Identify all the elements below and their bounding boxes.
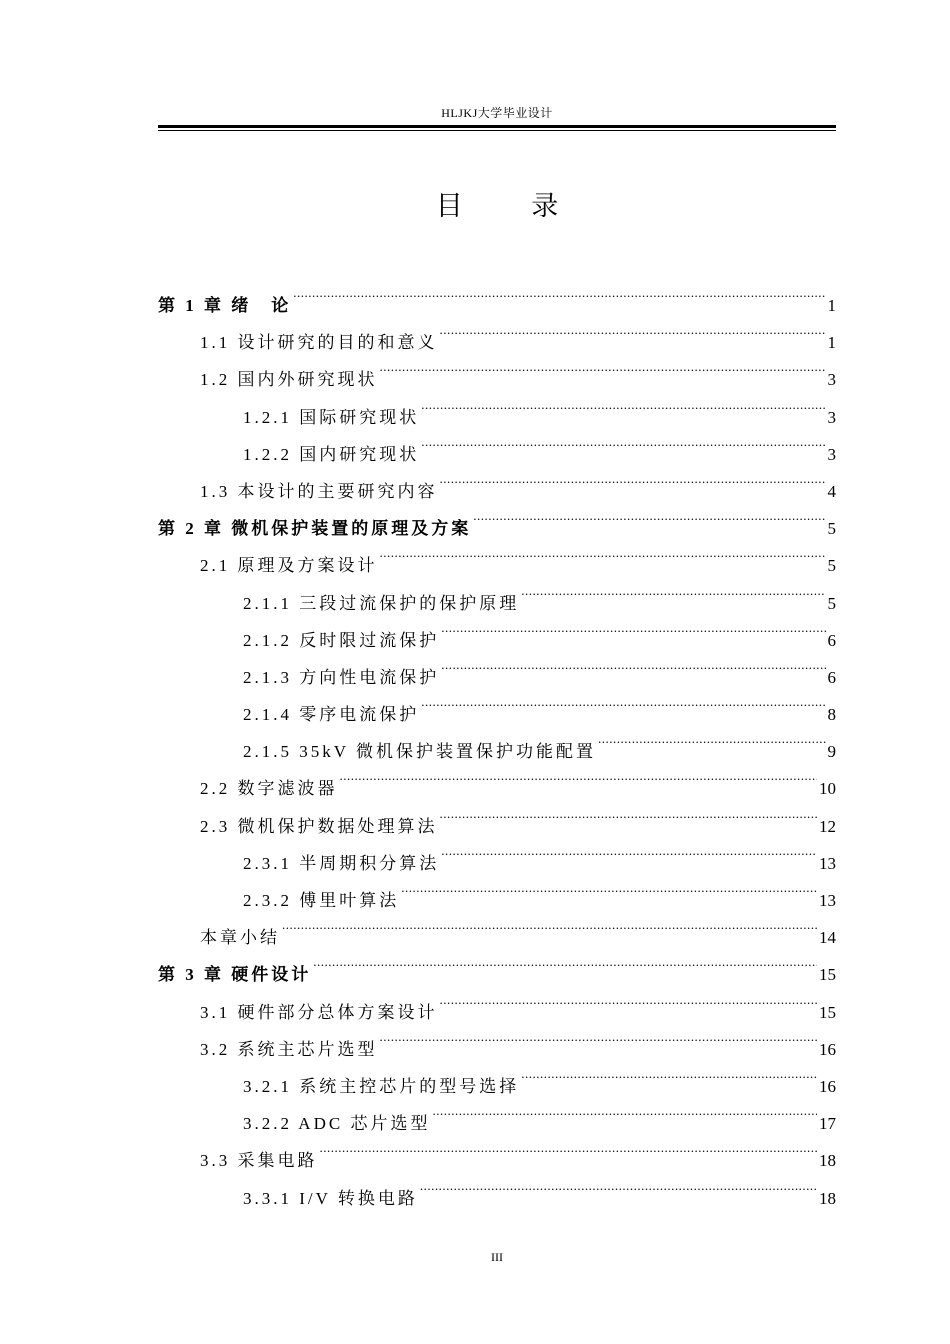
toc-entry-title: 2.3.2 傅里叶算法 (243, 891, 400, 910)
toc-entry-title: 3.3.1 I/V 转换电路 (243, 1188, 418, 1208)
toc-dot-leader (282, 906, 817, 943)
page-title: 目 录 (435, 191, 589, 222)
page-number: III (491, 1250, 503, 1264)
header-rule-thin (158, 130, 836, 131)
toc-entry-title: 3.2 系统主芯片选型 (200, 1039, 378, 1059)
toc-dot-leader (401, 869, 817, 906)
toc-entry-title: 1.1 设计研究的目的和意义 (200, 333, 438, 353)
toc-dot-leader (441, 832, 817, 869)
toc-entry-page: 3 (827, 370, 836, 390)
toc-entry-title: 2.2 数字滤波器 (200, 779, 338, 799)
toc-entry-page: 14 (819, 928, 836, 948)
toc-dot-leader (441, 609, 825, 646)
toc-entry-title: 1.2.1 国际研究现状 (243, 407, 420, 427)
toc-entry-title: 3.2.1 系统主控芯片的型号选择 (243, 1076, 520, 1096)
toc-entry-page: 1 (827, 333, 836, 353)
toc-entry-title: 第 2 章 微机保护装置的原理及方案 (158, 519, 472, 539)
toc-entry-page: 5 (827, 519, 836, 539)
toc-entry-title: 1.2 国内外研究现状 (200, 370, 378, 390)
toc-dot-leader (440, 795, 818, 832)
toc-entry-page: 6 (827, 630, 836, 650)
toc-dot-leader (432, 1092, 817, 1129)
toc-entry-page: 17 (819, 1114, 836, 1134)
toc-entry[interactable] (158, 274, 836, 315)
header-rule-thick (158, 125, 836, 128)
toc-dot-leader (340, 757, 818, 794)
toc-dot-leader (473, 497, 825, 534)
toc-entry-title: 2.1.4 零序电流保护 (243, 705, 420, 725)
toc-entry-page: 10 (819, 779, 836, 799)
toc-dot-leader (440, 981, 818, 1018)
toc-entry-title: 2.1.1 三段过流保护的保护原理 (243, 593, 520, 613)
toc-dot-leader (440, 311, 826, 348)
toc-entry-title: 3.1 硬件部分总体方案设计 (200, 1002, 438, 1022)
toc-dot-leader (313, 943, 817, 980)
toc-dot-leader (320, 1129, 818, 1166)
toc-entry-title: 2.3 微机保护数据处理算法 (200, 816, 438, 836)
toc-entry-title: 2.1.3 方向性电流保护 (243, 667, 440, 687)
toc-entry-page: 6 (827, 667, 836, 687)
table-of-contents (158, 274, 836, 1208)
toc-entry-title: 3.2.2 ADC 芯片选型 (243, 1114, 431, 1134)
toc-entry-page: 15 (819, 965, 836, 985)
toc-dot-leader (421, 423, 825, 460)
toc-entry-page: 15 (819, 1002, 836, 1022)
toc-entry-page: 9 (827, 742, 836, 762)
toc-entry-page: 1 (827, 296, 836, 315)
toc-dot-leader (380, 348, 826, 385)
toc-entry-page: 13 (819, 853, 836, 873)
toc-dot-leader (598, 720, 826, 757)
toc-entry-title: 2.1.2 反时限过流保护 (243, 630, 440, 650)
toc-entry-page: 12 (819, 816, 836, 836)
toc-entry-page: 3 (827, 407, 836, 427)
toc-entry-title: 3.3 采集电路 (200, 1151, 318, 1171)
toc-entry-page: 13 (819, 891, 836, 910)
toc-entry-page: 18 (819, 1188, 836, 1208)
toc-dot-leader (440, 460, 826, 497)
toc-dot-leader (521, 572, 825, 609)
toc-dot-leader (380, 1018, 818, 1055)
toc-entry-title: 1.3 本设计的主要研究内容 (200, 481, 438, 501)
toc-entry-page: 8 (827, 705, 836, 725)
toc-entry-page: 18 (819, 1151, 836, 1171)
toc-entry-title: 2.1.5 35kV 微机保护装置保护功能配置 (243, 742, 596, 762)
toc-entry-title: 1.2.2 国内研究现状 (243, 444, 420, 464)
toc-dot-leader (420, 1167, 817, 1204)
toc-dot-leader (421, 683, 825, 720)
toc-entry-page: 16 (819, 1039, 836, 1059)
toc-dot-leader (380, 534, 826, 571)
toc-entry-page: 5 (827, 556, 836, 576)
toc-entry-title: 本章小结 (200, 928, 280, 948)
toc-dot-leader (521, 1055, 817, 1092)
toc-dot-leader (441, 646, 825, 683)
toc-entry-page: 4 (827, 481, 836, 501)
toc-entry-title: 2.1 原理及方案设计 (200, 556, 378, 576)
toc-entry-page: 3 (827, 444, 836, 464)
toc-dot-leader (421, 386, 825, 423)
toc-dot-leader (293, 274, 825, 311)
toc-entry-page: 16 (819, 1076, 836, 1096)
running-header: HLJKJ大学毕业设计 (441, 106, 553, 120)
toc-entry-title: 2.3.1 半周期积分算法 (243, 853, 440, 873)
toc-entry-page: 5 (827, 593, 836, 613)
toc-entry-title: 第 1 章 绪 论 (158, 296, 292, 315)
toc-entry-title: 第 3 章 硬件设计 (158, 965, 312, 985)
